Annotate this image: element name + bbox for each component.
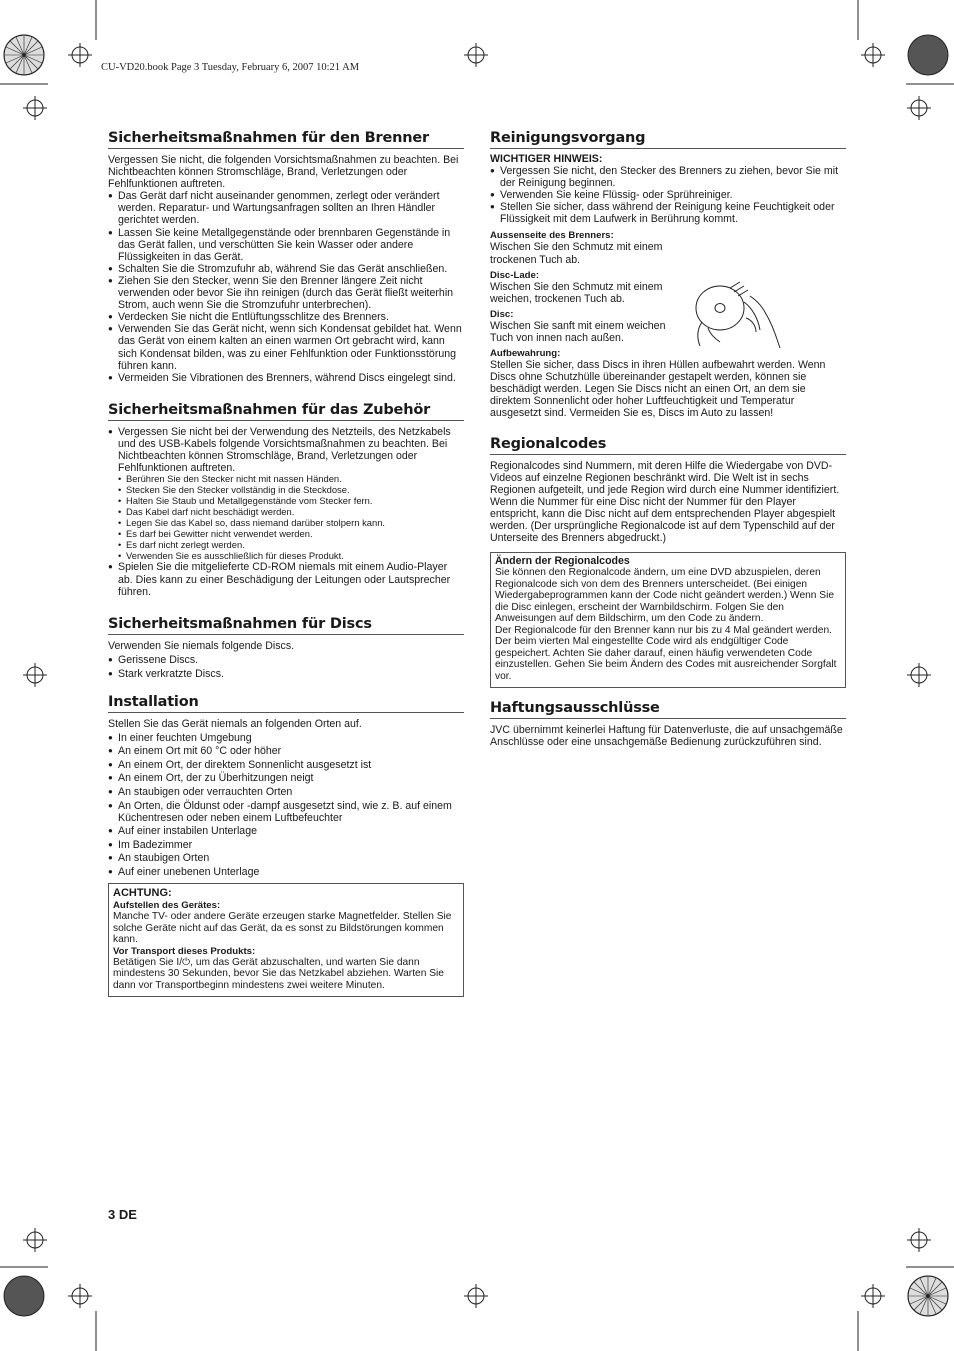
cleaning-text: Wischen Sie den Schmutz mit einem trockenen Tuch ab.	[490, 241, 663, 266]
list-item: ● Vergessen Sie nicht, den Stecker des Brenners zu ziehen, bevor Sie mit der Reinigung beginnen.	[490, 165, 846, 189]
bullet-list	[108, 732, 464, 879]
list-item: ● Stellen Sie sicher, dass während der Reinigung keine Feuchtigkeit oder Flüssigkeit mit dem Laufwerk in Berührung kommt.	[490, 201, 846, 225]
disc-cleaning-illustration	[690, 278, 786, 354]
crosshair-icon	[23, 663, 47, 687]
list-item: ● Verwenden Sie keine Flüssig- oder Sprühreiniger.	[490, 189, 846, 201]
crosshair-icon	[23, 1228, 47, 1252]
crosshair-icon	[907, 663, 931, 687]
cleaning-text: Wischen Sie den Schmutz mit einem weichen, trockenen Tuch ab.	[490, 280, 663, 305]
caution-box	[108, 883, 464, 997]
caution-subheading: Aufstellen des Gerätes:	[113, 900, 221, 912]
sub-list-item: • Es darf bei Gewitter nicht verwendet werden.	[118, 529, 464, 540]
list-item: ● An einem Ort mit 60 °C oder höher	[108, 745, 464, 757]
section-title: Haftungsausschlüsse	[490, 700, 846, 719]
list-item: ● Auf einer unebenen Unterlage	[108, 866, 464, 878]
list-item: ● Schalten Sie die Stromzufuhr ab, während Sie das Gerät anschließen.	[108, 263, 464, 275]
bullet-list	[490, 165, 846, 225]
section-intro: Verwenden Sie niemals folgende Discs.	[108, 639, 295, 652]
caution-text: Manche TV- oder andere Geräte erzeugen starke Magnetfelder. Stellen Sie solche Geräte nicht auf das Gerät, da es sonst zu Bildstörungen kommen kann.	[113, 911, 452, 946]
list-item: ● Verdecken Sie nicht die Entlüftungsschlitze des Brenners.	[108, 311, 464, 323]
registration-rosette-icon	[4, 1276, 44, 1316]
section-text: JVC übernimmt keinerlei Haftung für Datenverluste, die auf unsachgemäße Anschlüsse oder eine unsachgemäße Bedienung zurückzuführen sind.	[490, 724, 843, 749]
list-item: ● An einem Ort, der direktem Sonnenlicht ausgesetzt ist	[108, 759, 464, 771]
registration-rosette-icon	[908, 1276, 948, 1316]
section-title: Reinigungsvorgang	[490, 130, 846, 149]
section-intro: Vergessen Sie nicht, die folgenden Vorsichtsmaßnahmen zu beachten. Bei Nichtbeachten können Stromschläge, Brand, Verletzungen oder Fehlfunktionen auftreten.	[108, 154, 459, 191]
bullet-list	[108, 190, 464, 384]
sub-list-item: • Stecken Sie den Stecker vollständig in die Steckdose.	[118, 485, 464, 496]
cleaning-label: Aussenseite des Brenners:	[490, 230, 614, 242]
crosshair-icon	[861, 1284, 885, 1308]
section-title: Sicherheitsmaßnahmen für den Brenner	[108, 130, 464, 149]
list-item: ● Stark verkratzte Discs.	[108, 668, 464, 680]
section-text: Regionalcodes sind Nummern, mit deren Hilfe die Wiedergabe von DVD-Videos auf einzelne Regionen beschränkt wird. Die Welt ist in sechs Regionen aufgeteilt, und jede Region wird durch eine Nummer identifiziert. Wenn die Nummer für eine Disc nicht der Nummer für den Player entspricht, kann die Disc nicht auf dem entsprechenden Player abgespielt werden. (Der ursprüngliche Regionalcode ist auf dem Typenschild auf der Unterseite des Brenners abgedruckt.)	[490, 459, 840, 545]
list-item: ● Verwenden Sie das Gerät nicht, wenn sich Kondensat gebildet hat. Wenn das Gerät von einem kalten an einen warmen Ort gebracht wird, kann sich Kondensat bilden, was zu einer Fehlfunktion oder Funktionsstörung führen kann.	[108, 323, 464, 371]
box-text: Sie können den Regionalcode ändern, um eine DVD abzuspielen, deren Regionalcode sich von dem des Brenners unterscheidet. (Bei einigen Wiedergabeprogrammen kann der Code nicht geändert werden.) Wenn Sie die Disc einlegen, erscheint der Warnbildschirm. Folgen Sie den Anweisungen auf dem Bildschirm, um den Code zu ändern.	[495, 567, 835, 625]
list-item: ● Ziehen Sie den Stecker, wenn Sie den Brenner längere Zeit nicht verwenden oder bevor Sie ihn reinigen (durch das Gerät fließt weiterhin Strom, auch wenn Sie die Stromzufuhr unterbrechen).	[108, 275, 464, 311]
sub-list-item: • Das Kabel darf nicht beschädigt werden.	[118, 507, 464, 518]
list-item: ● An staubigen Orten	[108, 852, 464, 864]
right-column	[490, 130, 846, 748]
list-item: ● Im Badezimmer	[108, 839, 464, 851]
crosshair-icon	[68, 1284, 92, 1308]
list-item	[108, 426, 464, 562]
box-text: Der Regionalcode für den Brenner kann nur bis zu 4 Mal geändert werden. Der beim vierten Mal eingestellte Code wird als endgültiger Code gespeichert. Achten Sie daher darauf, einen häufig verwendeten Code einzustellen. Gehen Sie beim Ändern des Codes mit ausreichender Sorgfalt vor.	[495, 624, 837, 682]
crosshair-icon	[907, 1228, 931, 1252]
list-item: ● Spielen Sie die mitgelieferte CD-ROM niemals mit einem Audio-Player ab. Dies kann zu einer Beschädigung der Leitungen oder Lautsprecher führen.	[108, 561, 464, 597]
box-title: Ändern der Regionalcodes	[495, 555, 630, 568]
registration-rosette-icon	[908, 35, 948, 75]
bullet-list	[108, 426, 464, 598]
caution-title: ACHTUNG:	[113, 887, 172, 900]
list-item: ● An Orten, die Öldunst oder -dampf ausgesetzt sind, wie z. B. auf einem Küchentresen oder neben einem Luftbefeuchter	[108, 800, 464, 824]
sub-list-item: • Legen Sie das Kabel so, dass niemand darüber stolpern kann.	[118, 518, 464, 529]
list-item: ● Das Gerät darf nicht auseinander genommen, zerlegt oder verändert werden. Reparatur- und Wartungsanfragen sollten an Ihren Händler gerichtet werden.	[108, 190, 464, 226]
section-title: Installation	[108, 694, 464, 713]
crosshair-icon	[907, 96, 931, 120]
cleaning-label: Aufbewahrung:	[490, 348, 561, 360]
section-intro: Stellen Sie das Gerät niemals an folgenden Orten auf.	[108, 717, 362, 730]
cleaning-label: Disc-Lade:	[490, 269, 540, 281]
list-item: ● An einem Ort, der zu Überhitzungen neigt	[108, 772, 464, 784]
left-column	[108, 130, 464, 997]
important-notice: WICHTIGER HINWEIS:	[490, 153, 603, 165]
cleaning-text: Wischen Sie sanft mit einem weichen Tuch von innen nach außen.	[490, 319, 666, 344]
section-title: Sicherheitsmaßnahmen für Discs	[108, 616, 464, 635]
crosshair-icon	[464, 1284, 488, 1308]
crosshair-icon	[23, 96, 47, 120]
list-item: ● In einer feuchten Umgebung	[108, 732, 464, 744]
page-number: 3 DE	[108, 1207, 137, 1222]
sub-list-item: • Halten Sie Staub und Metallgegenstände vom Stecker fern.	[118, 496, 464, 507]
sub-list	[118, 474, 464, 561]
section-title: Sicherheitsmaßnahmen für das Zubehör	[108, 402, 464, 421]
bullet-list	[108, 654, 464, 680]
crosshair-icon	[68, 43, 92, 67]
file-info-header: CU-VD20.book Page 3 Tuesday, February 6, 2007 10:21 AM	[101, 62, 360, 73]
list-item: ● Auf einer instabilen Unterlage	[108, 825, 464, 837]
registration-rosette-icon	[4, 35, 44, 75]
cleaning-label: Disc:	[490, 308, 514, 320]
cleaning-text: Stellen Sie sicher, dass Discs in ihren Hüllen aufbewahrt werden. Wenn Discs ohne Schutzhülle übereinander gestapelt werden, können sie beschädigt werden. Legen Sie Discs nicht an einen Ort, an dem sie direktem Sonnenlicht oder hoher Luftfeuchtigkeit und Temperatur ausgesetzt sind. Vermeiden Sie es, Discs im Auto zu lassen!	[490, 359, 826, 420]
caution-subheading: Vor Transport dieses Produkts:	[113, 945, 256, 957]
sub-list-item: • Es darf nicht zerlegt werden.	[118, 540, 464, 551]
list-item: ● Lassen Sie keine Metallgegenstände oder brennbaren Gegenstände in das Gerät fallen, und verschütten Sie kein Wasser oder andere Flüssigkeiten in das Gerät.	[108, 227, 464, 263]
sub-list-item: • Berühren Sie den Stecker nicht mit nassen Händen.	[118, 474, 464, 485]
caution-text: Betätigen Sie I/⏻, um das Gerät abzuschalten, und warten Sie dann mindestens 30 Sekunden, bevor Sie das Netzkabel abziehen. Warten Sie dann vor Transportbeginn mindestens zwei weitere Minuten.	[113, 956, 444, 991]
section-title: Regionalcodes	[490, 436, 846, 455]
sub-list-item: • Verwenden Sie es ausschließlich für dieses Produkt.	[118, 551, 464, 562]
crosshair-icon	[464, 43, 488, 67]
crosshair-icon	[861, 43, 885, 67]
list-item: ● Vermeiden Sie Vibrationen des Brenners, während Discs eingelegt sind.	[108, 372, 464, 384]
list-item: ● An staubigen oder verrauchten Orten	[108, 786, 464, 798]
region-code-box	[490, 552, 846, 688]
list-item: ● Gerissene Discs.	[108, 654, 464, 666]
list-item-text: Vergessen Sie nicht bei der Verwendung des Netzteils, des Netzkabels und des USB-Kabels folgende Vorsichtsmaßnahmen zu beachten. Bei Nichtbeachten können Stromschläge, Brand, Verletzungen oder Fehlfunktionen auftreten.	[118, 425, 451, 475]
